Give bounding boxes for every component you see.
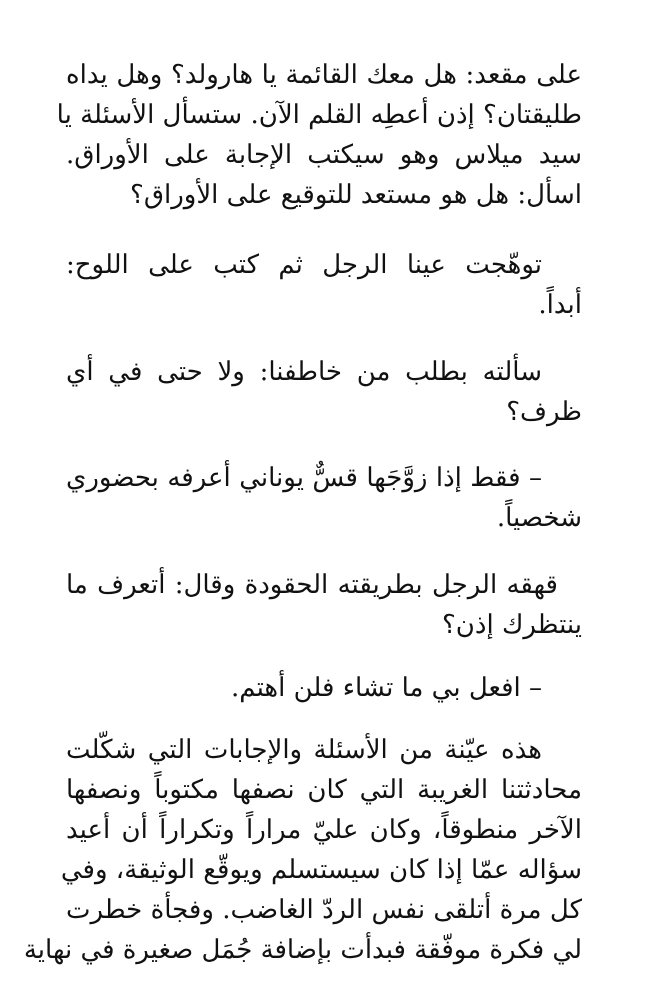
text-line: ينتظرك إذن؟ [442,610,582,640]
text-line: الآخر منطوقاً، وكان عليّ مراراً وتكراراً أن أعيد [66,815,582,845]
text-line: محادثتنا الغريبة التي كان نصفها مكتوباً ونصفها [66,775,582,805]
text-line: ظرف؟ [506,397,582,427]
text-line: سيد ميلاس وهو سيكتب الإجابة على الأوراق. [66,140,582,170]
text-line: طليقتان؟ إذن أعطِه القلم الآن. ستسأل الأسئلة يا [56,100,582,130]
text-line: سألته بطلب من خاطفنا: ولا حتى في أي [66,357,542,387]
text-line: سؤاله عمّا إذا كان سيستسلم ويوقّع الوثيقة، وفي [60,855,582,885]
text-line: على مقعد: هل معك القائمة يا هارولد؟ وهل يداه [66,60,582,90]
dialogue-line: – فقط إذا زوَّجَها قسٌّ يوناني أعرفه بحضوري [66,463,542,493]
text-line: لي فكرة موفّقة فبدأت بإضافة جُمَل صغيرة في نهاية [23,935,582,965]
text-line: كل مرة أتلقى نفس الردّ الغاضب. وفجأة خطرت [66,895,582,925]
text-line: قهقه الرجل بطريقته الحقودة وقال: أتعرف ما [66,570,558,600]
text-line: شخصياً. [496,503,582,533]
text-line: اسأل: هل هو مستعد للتوقيع على الأوراق؟ [130,180,582,210]
text-line: توهّجت عينا الرجل ثم كتب على اللوح: [66,250,542,280]
text-line: أبداً. [538,290,582,320]
dialogue-line: – افعل بي ما تشاء فلن أهتم. [231,673,542,703]
text-line: هذه عيّنة من الأسئلة والإجابات التي شكّلت [66,735,542,765]
